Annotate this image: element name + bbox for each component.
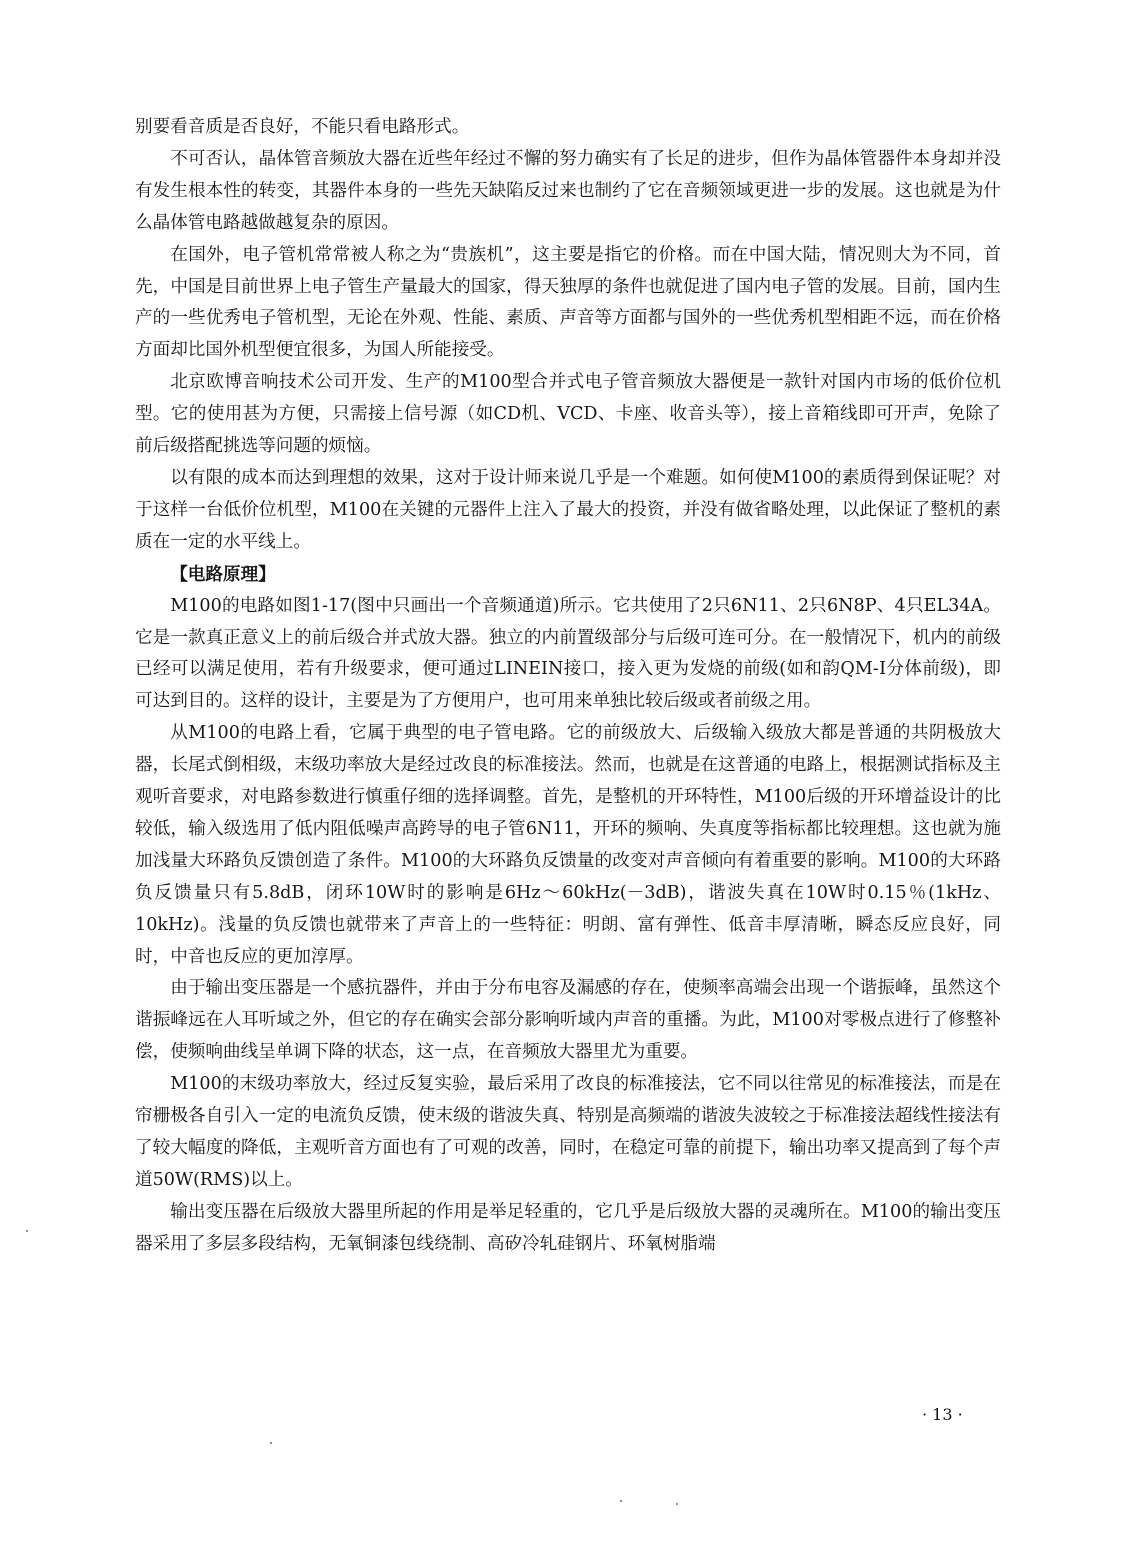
scan-speck bbox=[26, 1230, 28, 1232]
paragraph-cost-design: 以有限的成本而达到理想的效果，这对于设计师来说几乎是一个难题。如何使M100的素质得到保证呢？对于这样一台低价位机型，M100在关键的元器件上注入了最大的投资，并没有做省略处理，以此保证了整机的素质在一定的水平线上。 bbox=[135, 467, 1001, 552]
paragraph-final-stage: M100的末级功率放大，经过反复实验，最后采用了改良的标准接法，它不同以往常见的标准接法，而是在帘栅极各自引入一定的电流负反馈，使末级的谐波失真、特别是高频端的谐波失波较之于标准接法超线性接法有了较大幅度的降低，主观听音方面也有了可观的改善，同时，在稳定可靠的前提下，输出功率又提高到了每个声道50W(RMS)以上。 bbox=[135, 1074, 1001, 1190]
scan-speck bbox=[270, 1442, 272, 1444]
section-heading: 【电路原理】 bbox=[170, 563, 276, 585]
paragraph-circuit-analysis: 从M100的电路上看，它属于典型的电子管电路。它的前级放大、后级输入级放大都是普通的共阴极放大器，长尾式倒相级，末级功率放大是经过改良的标准接法。然而，也就是在这普通的电路上，根据测试指标及主观听音要求，对电路参数进行慎重仔细的选择调整。首先，是整机的开环特性，M100后级的开环增益设计的比较低，输入级选用了低内阻低噪声高跨导的电子管6N11，开环的频响、失真度等指标都比较理想。这也就为施加浅量大环路负反馈创造了条件。M100的大环路负反馈量的改变对声音倾向有着重要的影响。M100的大环路负反馈量只有5.8dB，闭环10W时的影响是6Hz～60kHz(－3dB)，谐波失真在10W时0.15％(1kHz、10kHz)。浅量的负反馈也就带来了声音上的一些特征：明朗、富有弹性、低音丰厚清晰，瞬态反应良好，同时，中音也反应的更加淳厚。 bbox=[135, 723, 1001, 967]
paragraph-m100-intro: 北京欧博音响技术公司开发、生产的M100型合并式电子管音频放大器便是一款针对国内市场的低价位机型。它的使用甚为方便，只需接上信号源（如CD机、VCD、卡座、收音头等），接上音箱线即可开声，免除了前后级搭配挑选等问题的烦恼。 bbox=[135, 372, 1001, 457]
paragraph-output-transformer-resonance: 由于输出变压器是一个感抗器件，并由于分布电容及漏感的存在，使频率高端会出现一个谐振峰，虽然这个谐振峰远在人耳听域之外，但它的存在确实会部分影响听域内声音的重播。为此，M100对零极点进行了修整补偿，使频响曲线呈单调下降的状态，这一点，在音频放大器里尤为重要。 bbox=[135, 978, 1001, 1063]
paragraph-tube-amps-abroad: 在国外，电子管机常常被人称之为“贵族机”，这主要是指它的价格。而在中国大陆，情况则大为不同，首先，中国是目前世界上电子管生产量最大的国家，得天独厚的条件也就促进了国内电子管的发展。目前，国内生产的一些优秀电子管机型，无论在外观、性能、素质、声音等方面都与国外的一些优秀机型相距不远，而在价格方面却比国外机型便宜很多，为国人所能接受。 bbox=[135, 244, 1001, 361]
page-number: · 13 · bbox=[922, 1405, 963, 1424]
scan-speck bbox=[676, 1503, 678, 1505]
scan-speck bbox=[620, 1500, 622, 1502]
paragraph-circuit-overview: M100的电路如图1-17(图中只画出一个音频通道)所示。它共使用了2只6N11、2只6N8P、4只EL34A。它是一款真正意义上的前后级合并式放大器。独立的内前置级部分与后级可连可分。在一般情况下，机内的前级已经可以满足使用，若有升级要求，便可通过LINEIN接口，接入更为发烧的前级(如和韵QM-Ⅰ分体前级)，即可达到目的。这样的设计，主要是为了方便用户，也可用来单独比较后级或者前级之用。 bbox=[135, 595, 1001, 712]
body-text bbox=[135, 112, 1001, 1261]
paragraph-continuation: 别要看音质是否良好，不能只看电路形式。 bbox=[135, 117, 470, 137]
paragraph-transistor-amplifiers: 不可否认，晶体管音频放大器在近些年经过不懈的努力确实有了长足的进步，但作为晶体管器件本身却并没有发生根本性的转变，其器件本身的一些先天缺陷反过来也制约了它在音频领域更进一步的发展。这也就是为什么晶体管电路越做越复杂的原因。 bbox=[135, 148, 1001, 233]
paragraph-output-transformer-construction: 输出变压器在后级放大器里所起的作用是举足轻重的，它几乎是后级放大器的灵魂所在。M100的输出变压器采用了多层多段结构，无氧铜漆包线绕制、高矽冷轧硅钢片、环氧树脂端 bbox=[135, 1201, 1001, 1254]
